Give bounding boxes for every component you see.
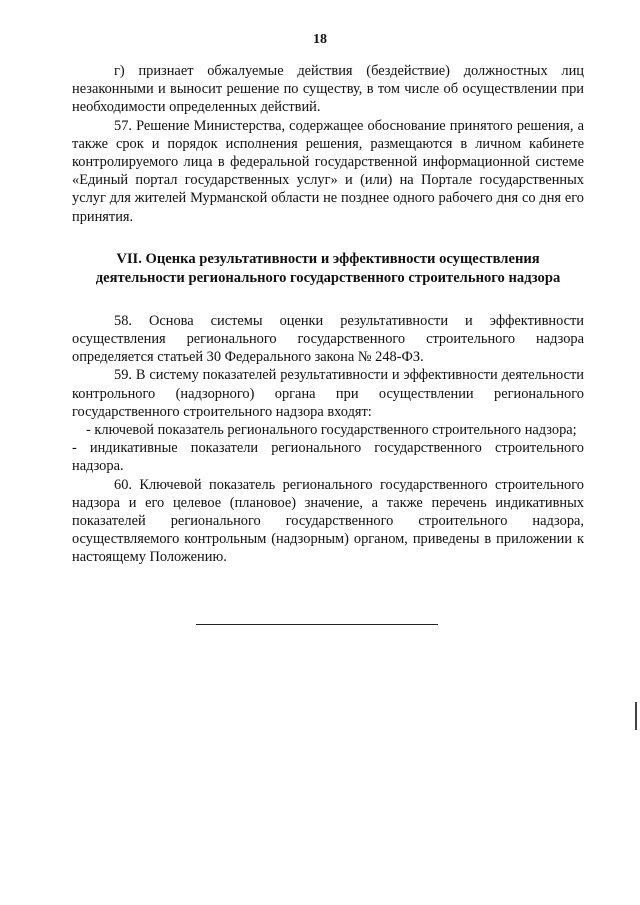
document-body: [72, 62, 584, 567]
scan-edge-mark: [635, 702, 637, 730]
paragraph-60: 60. Ключевой показатель регионального государственного строительного надзора и его целевое (плановое) значение, а также перечень индикативных показателей регионального государственного строительного надзора, осуществляемого контрольным (надзорным) органом, приведены в приложении к настоящему Положению.: [72, 476, 584, 566]
paragraph-58: 58. Основа системы оценки результативности и эффективности осуществления регионального государственного строительного надзора определяется статьей 30 Федерального закона № 248-ФЗ.: [72, 312, 584, 366]
section-heading-line-1: VII. Оценка результативности и эффективности осуществления: [116, 250, 540, 267]
end-divider-line: [196, 624, 438, 625]
list-item-indicative-indicators: - индикативные показатели регионального государственного строительного надзора.: [72, 440, 584, 475]
page-number: 18: [313, 32, 327, 47]
paragraph-g: г) признает обжалуемые действия (бездействие) должностных лиц незаконными и выносит решение по существу, в том числе об осуществлении при необходимости определенных действий.: [72, 63, 584, 116]
section-heading-line-2: деятельности регионального государственного строительного надзора: [95, 269, 561, 286]
paragraph-57: 57. Решение Министерства, содержащее обоснование принятого решения, а также срок и порядок исполнения решения, размещаются в личном кабинете контролируемого лица в федеральной государственной информационной системе «Единый портал государственных услуг» и (или) на Портале государственных услуг для жителей Мурманской области не позднее одного рабочего дня со дня его принятия.: [72, 117, 584, 225]
list-item-key-indicator: - ключевой показатель регионального государственного строительного надзора;: [86, 422, 577, 439]
section-heading: [72, 250, 584, 288]
paragraph-59: 59. В систему показателей результативности и эффективности деятельности контрольного (надзорного) органа при осуществлении регионального государственного строительного надзора входят:: [72, 367, 584, 420]
